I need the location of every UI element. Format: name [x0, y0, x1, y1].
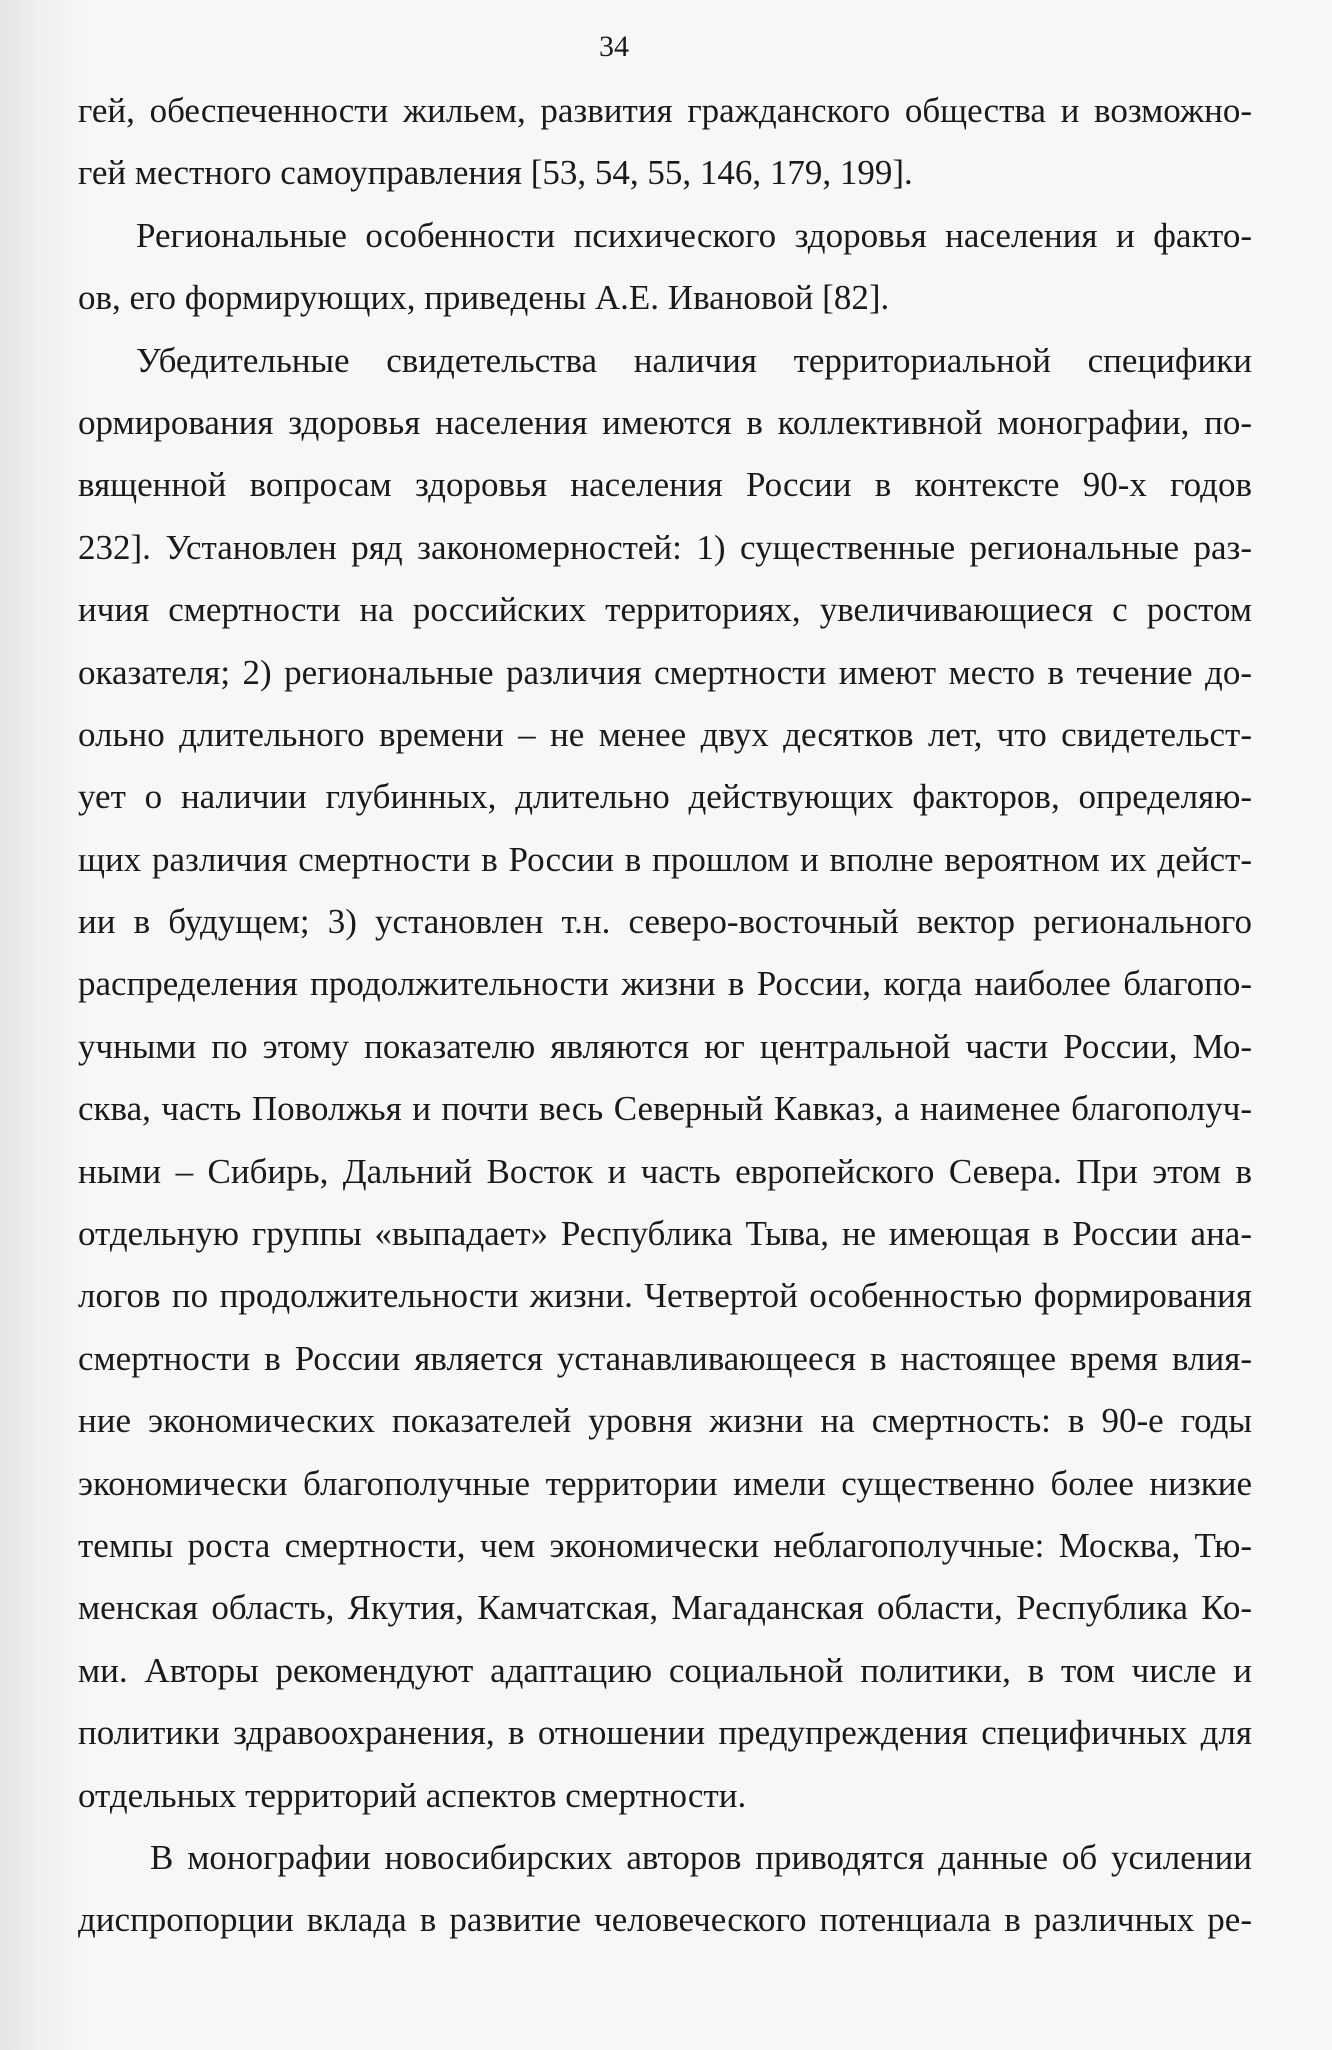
- text-line: ии в будущем; 3) установлен т.н. северо-восточный вектор регионального: [78, 902, 1252, 942]
- text-line: гей, обеспеченности жильем, развития гражданского общества и возможно-: [78, 91, 1252, 130]
- text-line: экономически благополучные территории имели существенно более низкие: [78, 1463, 1252, 1503]
- text-line: логов по продолжительности жизни. Четвертой особенностью формирования: [78, 1276, 1252, 1316]
- text-line: отдельную группы «выпадает» Республика Тыва, не имеющая в России ана-: [78, 1214, 1252, 1254]
- text-line: менская область, Якутия, Камчатская, Магаданская области, Республика Ко-: [78, 1588, 1252, 1628]
- text-line: ормирования здоровья населения имеются в коллективной монографии, по-: [78, 402, 1252, 442]
- text-line: темпы роста смертности, чем экономически неблагополучные: Москва, Тю-: [78, 1525, 1252, 1565]
- text-line: ичия смертности на российских территориях, увеличивающиеся с ростом: [78, 590, 1252, 630]
- text-line: ми. Авторы рекомендуют адаптацию социальной политики, в том числе и: [78, 1650, 1252, 1690]
- text-line: сква, часть Поволжья и почти весь Северный Кавказ, а наименее благополуч-: [78, 1089, 1252, 1129]
- text-line: политики здравоохранения, в отношении предупреждения специфичных для: [78, 1713, 1252, 1753]
- text-line: ов, его формирующих, приведены А.Е. Ивановой [82].: [78, 278, 890, 318]
- text-line: гей местного самоуправления [53, 54, 55, 146, 179, 199].: [78, 153, 913, 193]
- text-line: 232]. Установлен ряд закономерностей: 1) существенные региональные раз-: [78, 527, 1252, 567]
- text-line: ует о наличии глубинных, длительно действующих факторов, определяю-: [78, 777, 1252, 817]
- text-line: В монографии новосибирских авторов приводятся данные об усилении: [150, 1837, 1252, 1877]
- text-line: ние экономических показателей уровня жизни на смертность: в 90-е годы: [78, 1401, 1252, 1441]
- text-line: Региональные особенности психического здоровья населения и факто-: [136, 215, 1252, 255]
- text-line: вященной вопросам здоровья населения России в контексте 90-х годов: [78, 465, 1252, 505]
- body-text: [78, 80, 1252, 1952]
- text-line: распределения продолжительности жизни в России, когда наиболее благопо-: [78, 964, 1252, 1004]
- text-line: Убедительные свидетельства наличия территориальной специфики: [136, 340, 1252, 380]
- text-line: ольно длительного времени – не менее двух десятков лет, что свидетельст-: [78, 714, 1252, 754]
- text-line: смертности в России является устанавливающееся в настоящее время влия-: [78, 1338, 1252, 1378]
- text-line: щих различия смертности в России в прошлом и вполне вероятном их дейст-: [78, 839, 1252, 879]
- text-line: диспропорции вклада в развитие человеческого потенциала в различных ре-: [78, 1900, 1252, 1940]
- text-line: оказателя; 2) региональные различия смертности имеют место в течение до-: [78, 652, 1252, 692]
- page-number: 34: [599, 30, 629, 63]
- text-line: ными – Сибирь, Дальний Восток и часть европейского Севера. При этом в: [78, 1151, 1252, 1191]
- text-line: отдельных территорий аспектов смертности.: [78, 1775, 747, 1815]
- scan-edge-shadow: [0, 0, 90, 2050]
- text-line: учными по этому показателю являются юг центральной части России, Мо-: [78, 1026, 1252, 1066]
